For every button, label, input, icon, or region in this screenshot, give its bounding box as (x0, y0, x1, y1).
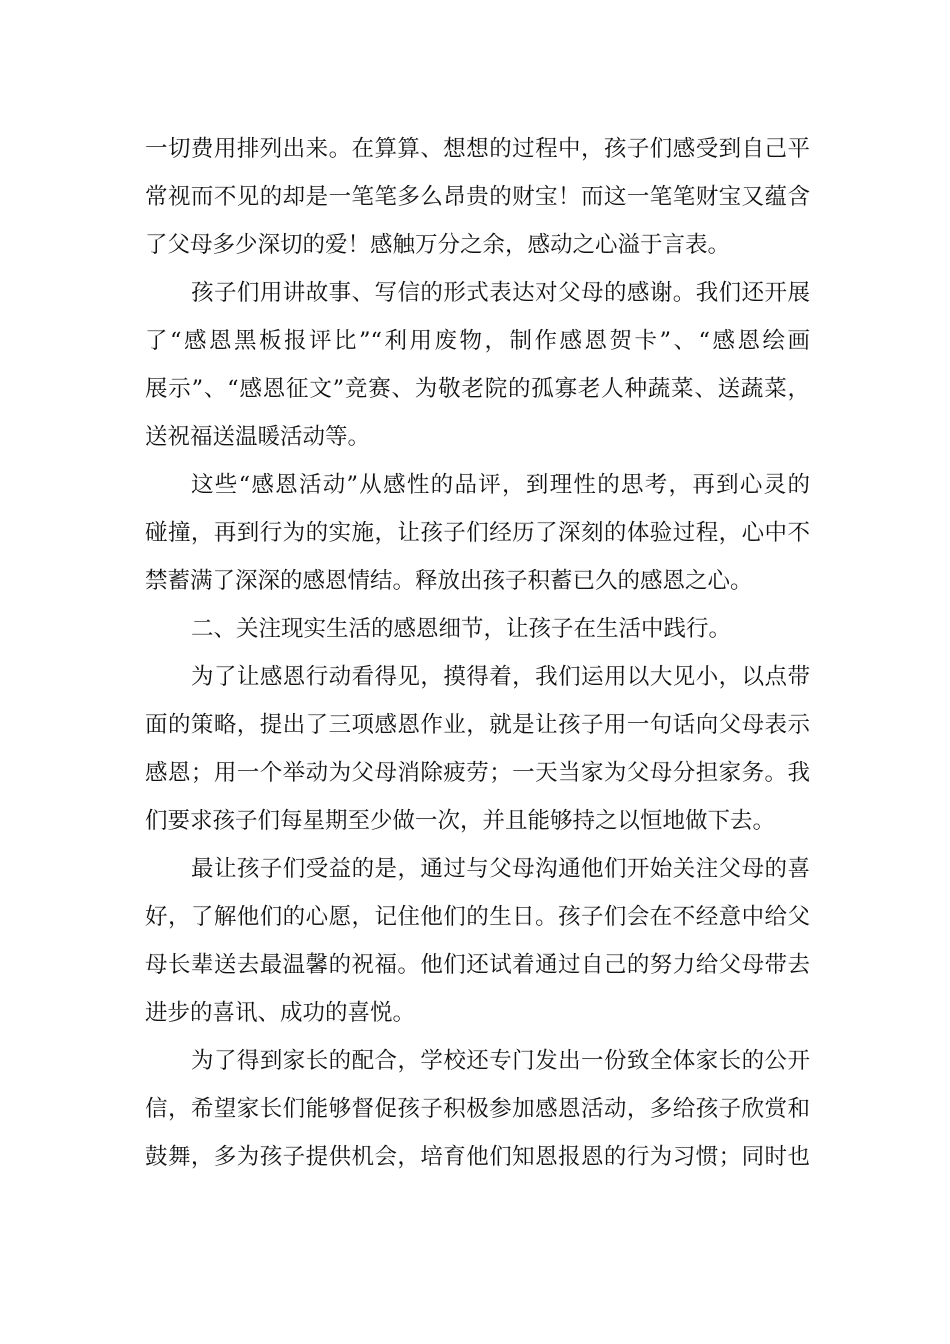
text-line: 禁蓄满了深深的感恩情结。释放出孩子积蓄已久的感恩之心。 (145, 568, 753, 594)
text-line: 展示”、“感恩征文”竞赛、为敬老院的孤寡老人种蔬菜、送蔬菜， (145, 376, 810, 402)
text-line: 好，了解他们的心愿，记住他们的生日。孩子们会在不经意中给父 (145, 904, 810, 930)
paragraph (145, 125, 810, 269)
text-line: 常视而不见的却是一笔笔多么昂贵的财宝！而这一笔笔财宝又蕴含 (145, 184, 810, 210)
text-line: 母长辈送去最温馨的祝福。他们还试着通过自己的努力给父母带去 (145, 952, 810, 978)
text-line: 进步的喜讯、成功的喜悦。 (145, 1000, 416, 1026)
paragraph (145, 653, 810, 845)
text-line: 为了得到家长的配合，学校还专门发出一份致全体家长的公开 (191, 1048, 810, 1074)
text-line: 这些“感恩活动”从感性的品评，到理性的思考，再到心灵的 (191, 472, 810, 498)
text-line: 孩子们用讲故事、写信的形式表达对父母的感谢。我们还开展 (191, 280, 810, 306)
paragraph (145, 845, 810, 1037)
text-line: 碰撞，再到行为的实施，让孩子们经历了深刻的体验过程，心中不 (145, 520, 810, 546)
text-line: 信，希望家长们能够督促孩子积极参加感恩活动，多给孩子欣赏和 (145, 1096, 810, 1122)
paragraph (145, 461, 810, 605)
text-line: 鼓舞，多为孩子提供机会，培育他们知恩报恩的行为习惯；同时也 (145, 1144, 810, 1170)
text-line: 们要求孩子们每星期至少做一次，并且能够持之以恒地做下去。 (145, 808, 776, 834)
text-line: 送祝福送温暖活动等。 (145, 424, 371, 450)
text-line: 面的策略，提出了三项感恩作业，就是让孩子用一句话向父母表示 (145, 712, 810, 738)
document-body (145, 125, 810, 1181)
text-line: 了“感恩黑板报评比”“利用废物，制作感恩贺卡”、“感恩绘画 (145, 328, 810, 354)
paragraph (145, 1037, 810, 1181)
text-line: 了父母多少深切的爱！感触万分之余，感动之心溢于言表。 (145, 232, 731, 258)
text-line: 最让孩子们受益的是，通过与父母沟通他们开始关注父母的喜 (191, 856, 810, 882)
text-line: 一切费用排列出来。在算算、想想的过程中，孩子们感受到自己平 (145, 136, 810, 162)
section-heading (145, 605, 810, 653)
text-line: 二、关注现实生活的感恩细节，让孩子在生活中践行。 (191, 616, 732, 642)
text-line: 为了让感恩行动看得见，摸得着，我们运用以大见小，以点带 (191, 664, 810, 690)
text-line: 感恩；用一个举动为父母消除疲劳；一天当家为父母分担家务。我 (145, 760, 810, 786)
paragraph (145, 269, 810, 461)
